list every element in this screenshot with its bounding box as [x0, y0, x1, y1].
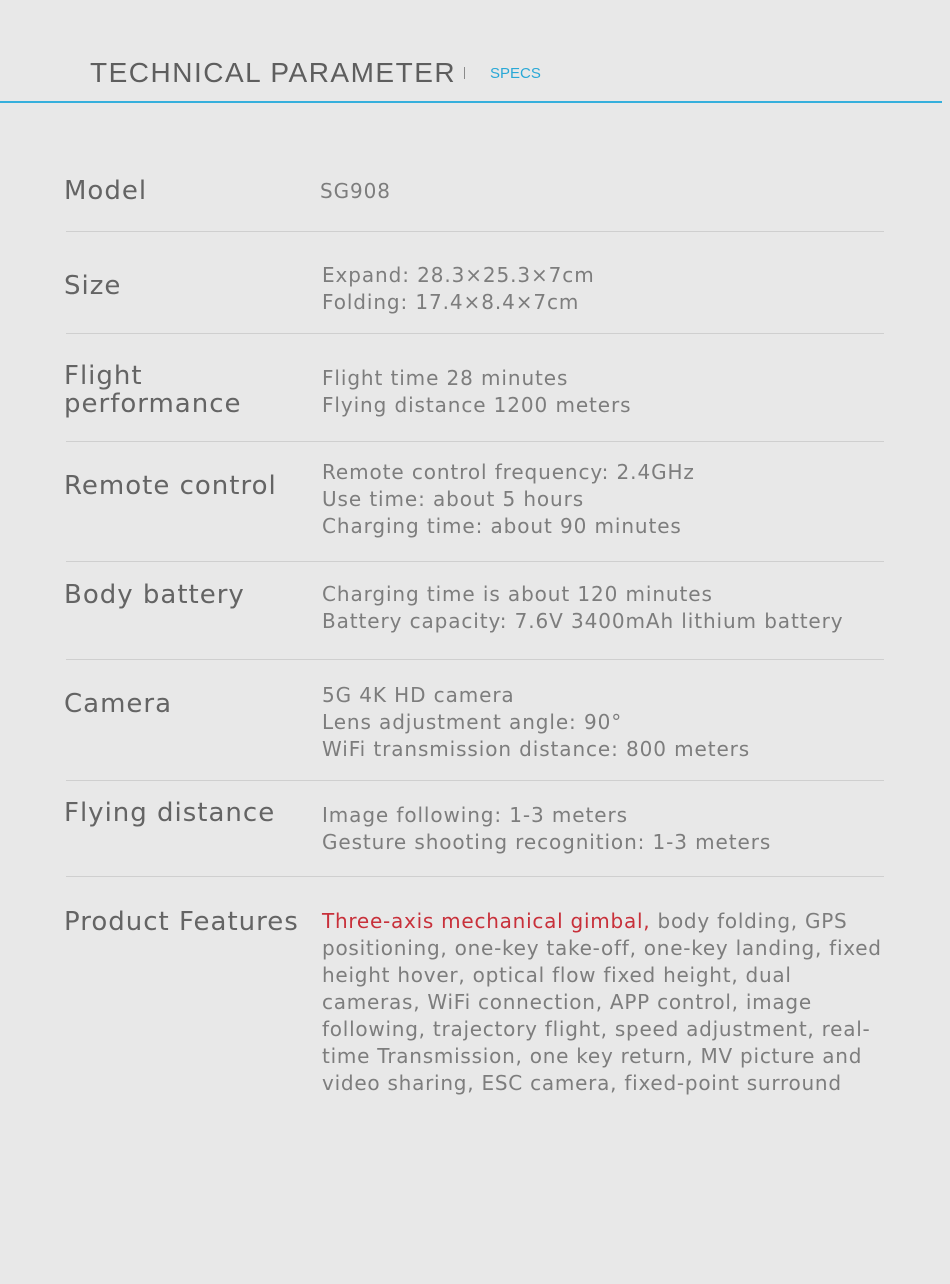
spec-line: Flight time 28 minutes [322, 366, 569, 390]
spec-line: Charging time: about 90 minutes [322, 514, 682, 538]
specs-tag: SPECS [490, 65, 541, 82]
spec-line: Image following: 1-3 meters [322, 803, 628, 827]
spec-value [322, 459, 897, 540]
header-underline [0, 101, 942, 103]
spec-line: Use time: about 5 hours [322, 487, 585, 511]
spec-line: Remote control frequency: 2.4GHz [322, 460, 695, 484]
spec-line: Expand: 28.3×25.3×7cm [322, 263, 595, 287]
divider [66, 659, 884, 660]
spec-label-line: performance [64, 389, 242, 419]
divider [66, 876, 884, 877]
spec-line: WiFi transmission distance: 800 meters [322, 737, 751, 761]
title-separator [464, 67, 465, 79]
features-highlight: Three-axis mechanical gimbal, [322, 909, 651, 933]
spec-line: Gesture shooting recognition: 1-3 meters [322, 830, 772, 854]
spec-line: 5G 4K HD camera [322, 683, 515, 707]
spec-line: Charging time is about 120 minutes [322, 582, 713, 606]
spec-value [322, 365, 897, 419]
divider [66, 231, 884, 232]
spec-label: Camera [64, 689, 173, 719]
spec-label: Body battery [64, 580, 245, 610]
spec-label [64, 362, 242, 418]
spec-line: Flying distance 1200 meters [322, 393, 632, 417]
spec-label: Remote control [64, 471, 277, 501]
page-title: TECHNICAL PARAMETER [90, 57, 457, 88]
spec-value [322, 262, 897, 316]
spec-label: Size [64, 271, 122, 301]
divider [66, 441, 884, 442]
spec-value [322, 802, 897, 856]
spec-label: Flying distance [64, 798, 276, 828]
spec-label: Model [64, 176, 148, 206]
spec-line: SG908 [320, 179, 391, 203]
page-header [0, 0, 950, 104]
features-text [322, 908, 892, 1097]
spec-value [322, 581, 897, 635]
spec-line: Folding: 17.4×8.4×7cm [322, 290, 580, 314]
divider [66, 333, 884, 334]
spec-value [320, 178, 895, 205]
divider [66, 561, 884, 562]
spec-label: Product Features [64, 907, 299, 937]
features-body: body folding, GPS positioning, one-key take-off, one-key landing, fixed height hover, optical flow fixed height, dual cameras, WiFi connection, APP control, image following, trajectory flight, speed adjustment, real-time Transmission, one key return, MV picture and video sharing, ESC camera, fixed-point surround [322, 909, 882, 1095]
spec-line: Lens adjustment angle: 90° [322, 710, 623, 734]
spec-value [322, 682, 897, 763]
spec-line: Battery capacity: 7.6V 3400mAh lithium battery [322, 609, 844, 633]
divider [66, 780, 884, 781]
spec-label-line: Flight [64, 361, 143, 391]
